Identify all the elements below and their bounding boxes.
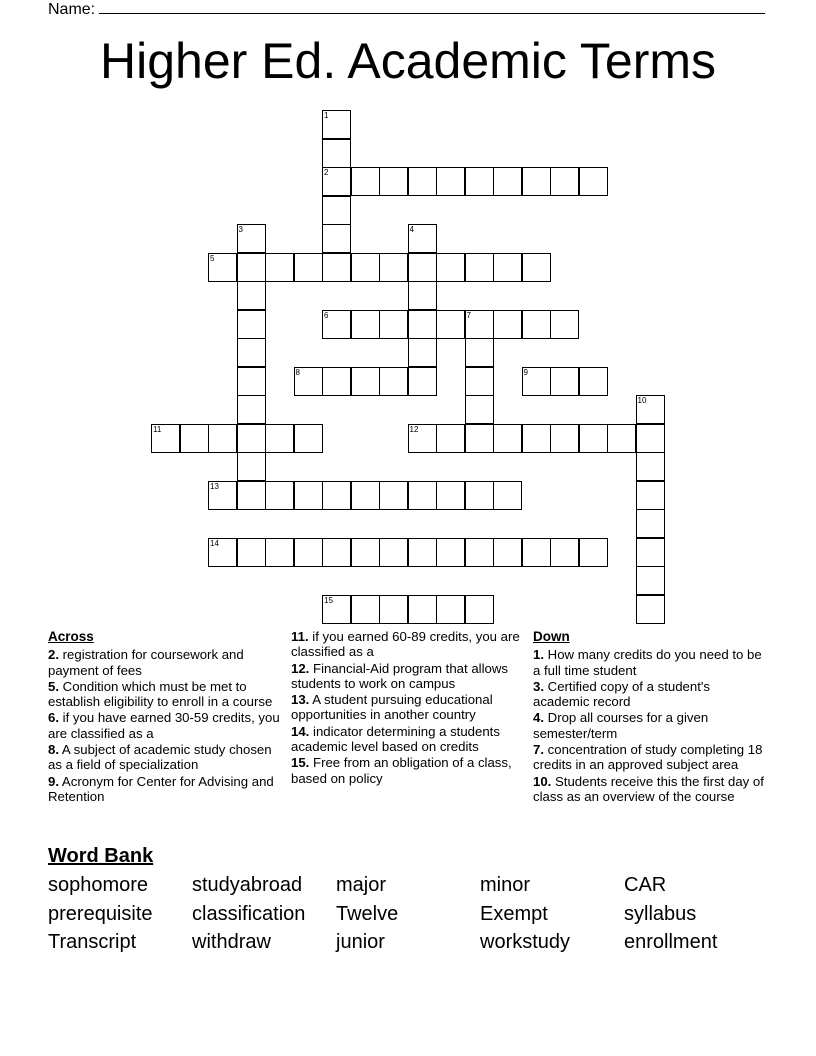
clue-item-text: if you have earned 30-59 credits, you are classified as a <box>48 710 280 741</box>
word-bank-word: classification <box>192 902 306 925</box>
word-bank-word: workstudy <box>480 931 571 953</box>
word-bank-word: studyabroad <box>192 874 303 896</box>
grid-cell[interactable] <box>607 424 636 453</box>
grid-cell[interactable] <box>265 253 294 282</box>
grid-cell[interactable] <box>436 424 465 453</box>
grid-cell[interactable] <box>636 481 665 510</box>
clue-item-text: if you earned 60-89 credits, you are classified as a <box>291 629 520 660</box>
clue-item-text: A student pursuing educational opportunities in another country <box>291 692 493 723</box>
clue-item-text: How many credits do you need to be a full time student <box>533 647 762 678</box>
clue-item <box>533 742 767 773</box>
name-label: Name: <box>48 1 96 18</box>
grid-cell[interactable] <box>465 338 494 367</box>
grid-cell[interactable] <box>294 253 323 282</box>
grid-cell[interactable] <box>379 367 408 396</box>
grid-cell[interactable] <box>322 595 351 624</box>
clue-number: 14 <box>210 538 219 548</box>
grid-cell[interactable] <box>465 367 494 396</box>
grid-cell[interactable] <box>294 424 323 453</box>
clue-number: 12 <box>409 424 419 434</box>
clue-item <box>48 774 280 805</box>
grid-cell[interactable] <box>522 253 551 282</box>
grid-cell[interactable] <box>493 481 522 510</box>
clue-item <box>291 661 529 692</box>
word-bank-word: Twelve <box>336 902 399 925</box>
grid-cell[interactable] <box>436 167 465 196</box>
grid-cell[interactable] <box>408 538 437 567</box>
grid-cell[interactable] <box>493 424 522 453</box>
clue-item <box>291 755 529 786</box>
grid-cell[interactable] <box>322 481 351 510</box>
grid-cell[interactable] <box>465 395 494 424</box>
grid-cell[interactable] <box>408 481 437 510</box>
grid-cell[interactable] <box>550 310 579 339</box>
clue-item-number: 13. <box>291 692 310 708</box>
clue-number: 15 <box>324 595 333 605</box>
grid-cell[interactable] <box>237 538 266 567</box>
grid-cell[interactable] <box>180 424 209 453</box>
clue-item-text: Financial-Aid program that allows students to work on campus <box>291 660 508 691</box>
grid-cell[interactable] <box>379 595 408 624</box>
grid-cell[interactable] <box>351 167 380 196</box>
grid-cell[interactable] <box>522 424 551 453</box>
clue-item <box>533 710 767 741</box>
clue-item-number: 14. <box>291 723 310 739</box>
clue-item <box>291 692 529 723</box>
grid-cell[interactable] <box>265 424 294 453</box>
grid-cell[interactable] <box>379 310 408 339</box>
grid-cell[interactable] <box>550 367 579 396</box>
clue-item <box>291 629 529 660</box>
clue-number: 13 <box>210 481 219 491</box>
clue-item <box>291 724 529 755</box>
grid-cell[interactable] <box>436 595 465 624</box>
grid-cell[interactable] <box>465 167 494 196</box>
grid-cell[interactable] <box>237 424 266 453</box>
clue-item-text: registration for coursework and payment of fees <box>48 647 244 678</box>
grid-cell[interactable] <box>579 424 608 453</box>
grid-cell[interactable] <box>322 253 351 282</box>
grid-cell[interactable] <box>351 481 380 510</box>
clue-item-number: 8. <box>48 742 59 758</box>
grid-cell[interactable] <box>408 224 437 253</box>
clue-number: 6 <box>324 310 329 320</box>
grid-cell[interactable] <box>436 310 465 339</box>
clue-item-text: indicator determining a students academic level based on credits <box>291 723 500 755</box>
clue-number: 8 <box>295 367 300 377</box>
grid-cell[interactable] <box>379 538 408 567</box>
grid-cell[interactable] <box>237 452 266 481</box>
word-bank <box>48 874 788 960</box>
grid-cell[interactable] <box>636 566 665 595</box>
clue-item-number: 9. <box>48 773 59 789</box>
clue-number: 2 <box>324 168 329 177</box>
clue-item <box>48 710 280 741</box>
grid-cell[interactable] <box>579 538 608 567</box>
grid-cell[interactable] <box>493 253 522 282</box>
grid-cell[interactable] <box>579 167 608 196</box>
across-clues-col2 <box>291 629 529 787</box>
down-clues <box>533 629 767 805</box>
clue-item-text: Certified copy of a student's academic record <box>533 678 710 710</box>
grid-cell[interactable] <box>351 310 380 339</box>
word-bank-word: junior <box>336 931 385 953</box>
clue-item-number: 2. <box>48 647 59 663</box>
word-bank-word: Transcript <box>48 931 137 953</box>
clue-item <box>533 647 767 678</box>
grid-cell[interactable] <box>636 538 665 567</box>
grid-cell[interactable] <box>636 424 665 453</box>
clue-item-text: Free from an obligation of a class, based on policy <box>291 755 512 786</box>
grid-cell[interactable] <box>208 481 237 510</box>
word-bank-word: sophomore <box>48 874 149 896</box>
grid-cell[interactable] <box>379 253 408 282</box>
grid-cell[interactable] <box>351 538 380 567</box>
grid-cell[interactable] <box>237 367 266 396</box>
grid-cell[interactable] <box>636 395 665 424</box>
grid-cell[interactable] <box>550 538 579 567</box>
grid-cell[interactable] <box>265 481 294 510</box>
grid-cell[interactable] <box>322 224 351 253</box>
clue-number: 5 <box>210 253 215 263</box>
grid-cell[interactable] <box>408 424 437 453</box>
grid-cell[interactable] <box>237 224 266 253</box>
word-bank-word: major <box>336 874 387 896</box>
down-heading: Down <box>533 629 570 644</box>
grid-cell[interactable] <box>465 253 494 282</box>
clue-item <box>48 647 280 678</box>
grid-cell[interactable] <box>465 424 494 453</box>
grid-cell[interactable] <box>408 167 437 196</box>
grid-cell[interactable] <box>237 310 266 339</box>
grid-cell[interactable] <box>237 253 266 282</box>
word-bank-word: prerequisite <box>48 902 153 925</box>
clue-number: 7 <box>466 310 471 320</box>
grid-cell[interactable] <box>265 538 294 567</box>
grid-cell[interactable] <box>550 424 579 453</box>
clue-item-number: 6. <box>48 710 59 726</box>
word-bank-word: syllabus <box>624 902 697 925</box>
grid-cell[interactable] <box>493 310 522 339</box>
grid-cell[interactable] <box>322 310 351 339</box>
clue-item-number: 10. <box>533 773 552 789</box>
grid-cell[interactable] <box>408 367 437 396</box>
grid-cell[interactable] <box>237 281 266 310</box>
clue-item-number: 1. <box>533 647 544 663</box>
grid-cell[interactable] <box>493 167 522 196</box>
clue-item-number: 5. <box>48 678 59 694</box>
clue-item-text: Students receive this the first day of class as an overview of the course <box>533 773 764 804</box>
clue-item-number: 11. <box>291 629 309 644</box>
clue-item-number: 15. <box>291 755 310 771</box>
clue-item <box>533 774 767 805</box>
grid-cell[interactable] <box>322 196 351 225</box>
across-clues-col1 <box>48 629 280 805</box>
clue-item-number: 12. <box>291 660 310 676</box>
grid-cell[interactable] <box>351 367 380 396</box>
grid-cell[interactable] <box>322 538 351 567</box>
grid-cell[interactable] <box>436 538 465 567</box>
grid-cell[interactable] <box>636 452 665 481</box>
grid-cell[interactable] <box>408 281 437 310</box>
grid-cell[interactable] <box>322 110 351 139</box>
clue-item-number: 7. <box>533 742 544 758</box>
word-bank-word: Exempt <box>480 902 548 925</box>
grid-cell[interactable] <box>237 338 266 367</box>
clue-item <box>48 742 280 773</box>
grid-cell[interactable] <box>294 538 323 567</box>
clue-item <box>533 679 767 710</box>
word-bank-title: Word Bank <box>48 845 154 867</box>
grid-cell[interactable] <box>151 424 180 453</box>
word-bank-word: enrollment <box>624 931 718 953</box>
grid-cell[interactable] <box>322 167 351 196</box>
grid-cell[interactable] <box>436 253 465 282</box>
grid-cell[interactable] <box>408 595 437 624</box>
clue-number: 3 <box>238 225 243 234</box>
grid-cell[interactable] <box>522 367 551 396</box>
grid-cell[interactable] <box>636 509 665 538</box>
word-bank-word: CAR <box>624 874 667 896</box>
word-bank-word: minor <box>480 874 531 896</box>
grid-cell[interactable] <box>408 338 437 367</box>
page-title: Higher Ed. Academic Terms <box>100 33 716 89</box>
grid-cell[interactable] <box>208 424 237 453</box>
grid-cell[interactable] <box>550 167 579 196</box>
clue-item-text: concentration of study completing 18 credits in an approved subject area <box>533 742 763 773</box>
grid-cell[interactable] <box>522 538 551 567</box>
grid-cell[interactable] <box>379 167 408 196</box>
grid-cell[interactable] <box>465 481 494 510</box>
grid-cell[interactable] <box>237 395 266 424</box>
clue-number: 4 <box>409 225 414 234</box>
grid-cell[interactable] <box>493 538 522 567</box>
grid-cell[interactable] <box>465 310 494 339</box>
grid-cell[interactable] <box>294 367 323 396</box>
grid-cell[interactable] <box>636 595 665 624</box>
grid-cell[interactable] <box>208 253 237 282</box>
grid-cell[interactable] <box>408 253 437 282</box>
clue-item-number: 3. <box>533 678 544 694</box>
grid-cell[interactable] <box>408 310 437 339</box>
clue-item <box>48 679 280 710</box>
clue-number: 11 <box>153 424 162 434</box>
grid-cell[interactable] <box>208 538 237 567</box>
grid-cell[interactable] <box>351 595 380 624</box>
clue-item-text: Drop all courses for a given semester/term <box>533 710 709 741</box>
grid-cell[interactable] <box>465 538 494 567</box>
grid-cell[interactable] <box>351 253 380 282</box>
grid-cell[interactable] <box>237 481 266 510</box>
across-heading: Across <box>48 629 94 644</box>
grid-cell[interactable] <box>294 481 323 510</box>
grid-cell[interactable] <box>522 310 551 339</box>
clue-item-number: 4. <box>533 710 544 726</box>
grid-cell[interactable] <box>579 367 608 396</box>
grid-cell[interactable] <box>522 167 551 196</box>
grid-cell[interactable] <box>322 367 351 396</box>
word-bank-word: withdraw <box>192 931 271 953</box>
clue-item-text: A subject of academic study chosen as a field of specialization <box>48 742 272 773</box>
grid-cell[interactable] <box>436 481 465 510</box>
grid-cell[interactable] <box>379 481 408 510</box>
grid-cell[interactable] <box>465 595 494 624</box>
grid-cell[interactable] <box>322 139 351 168</box>
clue-number: 10 <box>637 396 647 405</box>
clue-number: 1 <box>324 111 329 120</box>
clue-item-text: Acronym for Center for Advising and Retention <box>48 773 274 804</box>
clue-number: 9 <box>523 367 528 377</box>
clue-item-text: Condition which must be met to establish eligibility to enroll in a course <box>48 678 273 710</box>
